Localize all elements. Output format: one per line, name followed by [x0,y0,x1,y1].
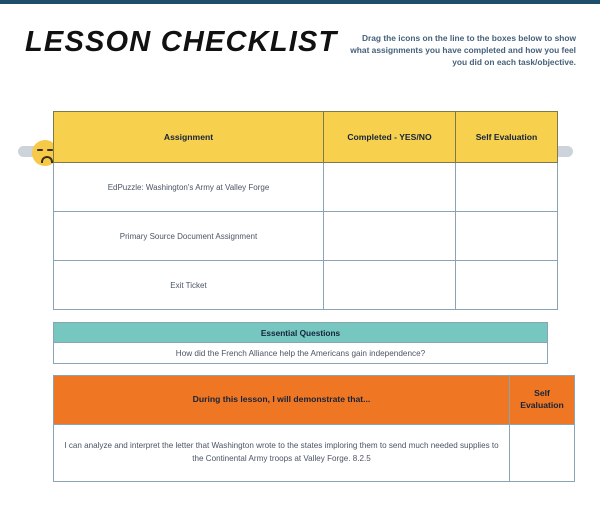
essential-questions-header-row [54,323,548,343]
cell-assignment-name: Primary Source Document Assignment [54,212,324,261]
table-row [54,261,558,310]
column-header-completed: Completed - YES/NO [324,112,456,163]
self-eval-header-line1: Self [534,388,550,399]
table-row [54,212,558,261]
cell-self-evaluation-dropzone[interactable] [456,163,558,212]
column-header-assignment: Assignment [54,112,324,163]
objectives-self-evaluation-header [510,376,575,425]
cell-self-evaluation-dropzone[interactable] [456,261,558,310]
cell-self-evaluation-dropzone[interactable] [456,212,558,261]
icon-drag-strip [0,68,600,102]
essential-questions-header: Essential Questions [54,323,548,343]
objectives-table [53,375,575,482]
essential-questions-body-row [54,343,548,364]
cell-completed-dropzone[interactable] [324,163,456,212]
column-header-self-evaluation: Self Evaluation [456,112,558,163]
objective-statement: I can analyze and interpret the letter that Washington wrote to the states imploring them to send much needed supplies to the Continental Army troops at Valley Forge. 8.2.5 [54,425,510,482]
cell-completed-dropzone[interactable] [324,212,456,261]
self-eval-header-line2: Evaluation [520,400,564,410]
table-row [54,163,558,212]
cell-assignment-name: Exit Ticket [54,261,324,310]
assignments-table [53,111,558,310]
instructions-text: Drag the icons on the line to the boxes below to show what assignments you have completed and how you feel you did on each task/objective. [350,33,576,68]
essential-questions-table [53,322,548,364]
cell-assignment-name: EdPuzzle: Washington's Army at Valley Forge [54,163,324,212]
cell-completed-dropzone[interactable] [324,261,456,310]
objective-self-evaluation-dropzone[interactable] [510,425,575,482]
page-header [0,4,600,66]
essential-question-text: How did the French Alliance help the Americans gain independence? [54,343,548,364]
objectives-header-row [54,376,575,425]
table-header-row [54,112,558,163]
page-title: LESSON CHECKLIST [25,26,338,58]
objectives-header: During this lesson, I will demonstrate that... [54,376,510,425]
objectives-body-row [54,425,575,482]
